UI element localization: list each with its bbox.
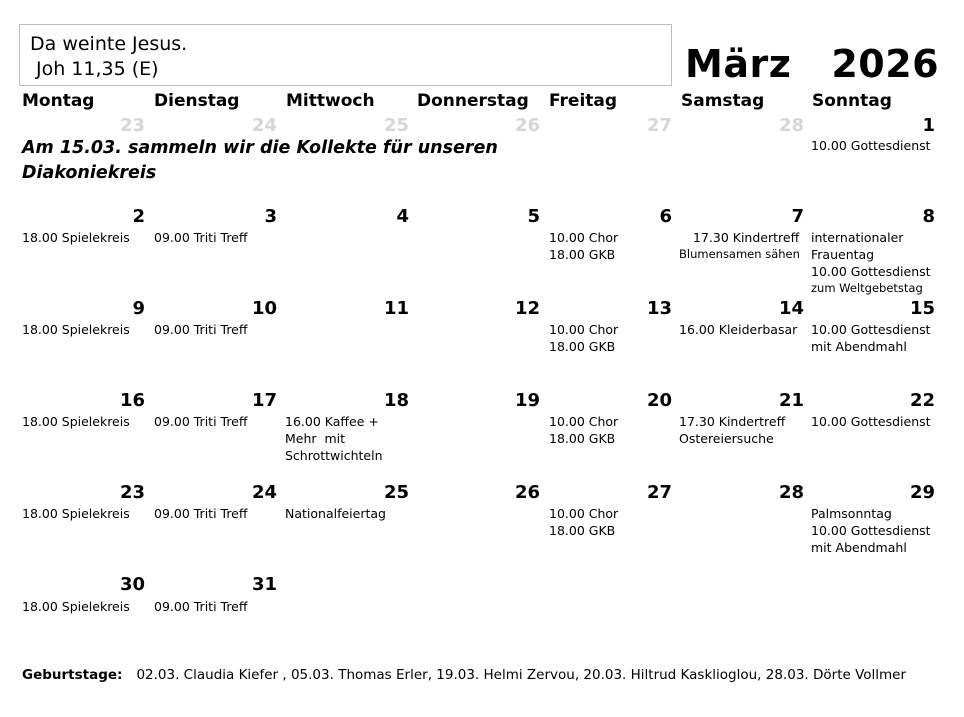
collection-notice: Am 15.03. sammeln wir die Kollekte für unseren Diakoniekreis	[22, 138, 498, 183]
event-text: Blumensamen sähen	[679, 247, 800, 261]
day-number: 24	[251, 482, 277, 503]
verse-reference: Joh 11,35 (E)	[36, 58, 159, 80]
weekday-sunday: Sonntag	[812, 91, 892, 111]
day-number: 21	[778, 390, 804, 411]
event-text: 16.00 Kleiderbasar	[679, 322, 798, 337]
birthdays-label: Geburtstage:	[22, 667, 123, 683]
event-text: 10.00 Gottesdienst	[811, 322, 931, 337]
event-text: Schrottwichteln	[285, 448, 383, 463]
day-number: 10	[251, 298, 277, 319]
event-text: 10.00 Chor	[549, 230, 619, 245]
day-number: 14	[778, 298, 804, 319]
day-number: 9	[132, 298, 145, 319]
day-number-prev: 23	[119, 115, 145, 136]
event-text: 09.00 Triti Treff	[154, 230, 248, 245]
event-text: 10.00 Chor	[549, 322, 619, 337]
day-number: 5	[527, 206, 540, 227]
birthdays-section	[22, 664, 952, 686]
day-number: 19	[514, 390, 540, 411]
day-number: 1	[922, 115, 935, 136]
event-text: 10.00 Gottesdienst	[811, 138, 931, 153]
event-text: internationaler	[811, 230, 904, 245]
event-text: 09.00 Triti Treff	[154, 414, 248, 429]
event-text: 18.00 Spielekreis	[22, 414, 130, 429]
event-text: 10.00 Chor	[549, 506, 619, 521]
day-number: 31	[251, 574, 277, 595]
month-year-title	[685, 42, 939, 86]
event-text: mit Abendmahl	[811, 540, 907, 555]
day-number-prev: 28	[778, 115, 804, 136]
event-text: 18.00 GKB	[549, 339, 616, 354]
day-number: 15	[909, 298, 935, 319]
day-number: 13	[646, 298, 672, 319]
day-number: 2	[132, 206, 145, 227]
event-text: mit Abendmahl	[811, 339, 907, 354]
event-text: 10.00 Gottesdienst	[811, 523, 931, 538]
weekday-wednesday: Mittwoch	[286, 91, 375, 111]
day-number-prev: 26	[514, 115, 540, 136]
event-text: Nationalfeiertag	[285, 506, 386, 521]
weekday-friday: Freitag	[549, 91, 618, 111]
event-text: 18.00 GKB	[549, 431, 616, 446]
day-number: 28	[778, 482, 804, 503]
event-text: 10.00 Gottesdienst	[811, 414, 931, 429]
day-number: 18	[383, 390, 409, 411]
birthdays-list: 02.03. Claudia Kiefer , 05.03. Thomas Erler, 19.03. Helmi Zervou, 20.03. Hiltrud Kasklioglou, 28.03. Dörte Vollmer	[136, 667, 907, 683]
event-text: 09.00 Triti Treff	[154, 322, 248, 337]
day-number: 11	[383, 298, 409, 319]
year: 2026	[831, 42, 940, 86]
event-text: 18.00 Spielekreis	[22, 322, 130, 337]
event-text: 16.00 Kaffee +	[285, 414, 379, 429]
day-number: 8	[922, 206, 935, 227]
event-text: 18.00 Spielekreis	[22, 599, 130, 614]
day-number-prev: 27	[646, 115, 672, 136]
day-number: 27	[646, 482, 672, 503]
weekday-saturday: Samstag	[681, 91, 765, 111]
event-text: 18.00 GKB	[549, 247, 616, 262]
day-number: 6	[659, 206, 672, 227]
day-number: 16	[119, 390, 145, 411]
day-number: 3	[264, 206, 277, 227]
event-text: 10.00 Chor	[549, 414, 619, 429]
weekday-monday: Montag	[22, 91, 95, 111]
day-number: 12	[514, 298, 540, 319]
day-number: 22	[909, 390, 935, 411]
event-text: Ostereiersuche	[679, 431, 774, 446]
day-number: 30	[119, 574, 145, 595]
event-text: 18.00 GKB	[549, 523, 616, 538]
event-text: 17.30 Kindertreff	[693, 230, 800, 245]
event-text: zum Weltgebetstag	[811, 281, 923, 295]
verse-box	[19, 24, 672, 86]
day-number: 7	[791, 206, 804, 227]
day-number-prev: 25	[383, 115, 409, 136]
event-text: 09.00 Triti Treff	[154, 506, 248, 521]
event-text: 10.00 Gottesdienst	[811, 264, 931, 279]
event-text: 18.00 Spielekreis	[22, 506, 130, 521]
day-number-prev: 24	[251, 115, 277, 136]
day-number: 23	[119, 482, 145, 503]
event-text: 09.00 Triti Treff	[154, 599, 248, 614]
day-number: 4	[396, 206, 409, 227]
day-number: 20	[646, 390, 672, 411]
event-text: Mehr mit	[285, 431, 346, 446]
day-number: 29	[909, 482, 935, 503]
event-text: Frauentag	[811, 247, 875, 262]
weekday-thursday: Donnerstag	[417, 91, 529, 111]
weekday-tuesday: Dienstag	[154, 91, 240, 111]
event-text: 17.30 Kindertreff	[679, 414, 786, 429]
day-number: 17	[251, 390, 277, 411]
day-number: 25	[383, 482, 409, 503]
event-text: 18.00 Spielekreis	[22, 230, 130, 245]
verse-text: Da weinte Jesus.	[30, 33, 188, 55]
day-number: 26	[514, 482, 540, 503]
month-name: März	[685, 42, 792, 86]
event-text: Palmsonntag	[811, 506, 892, 521]
